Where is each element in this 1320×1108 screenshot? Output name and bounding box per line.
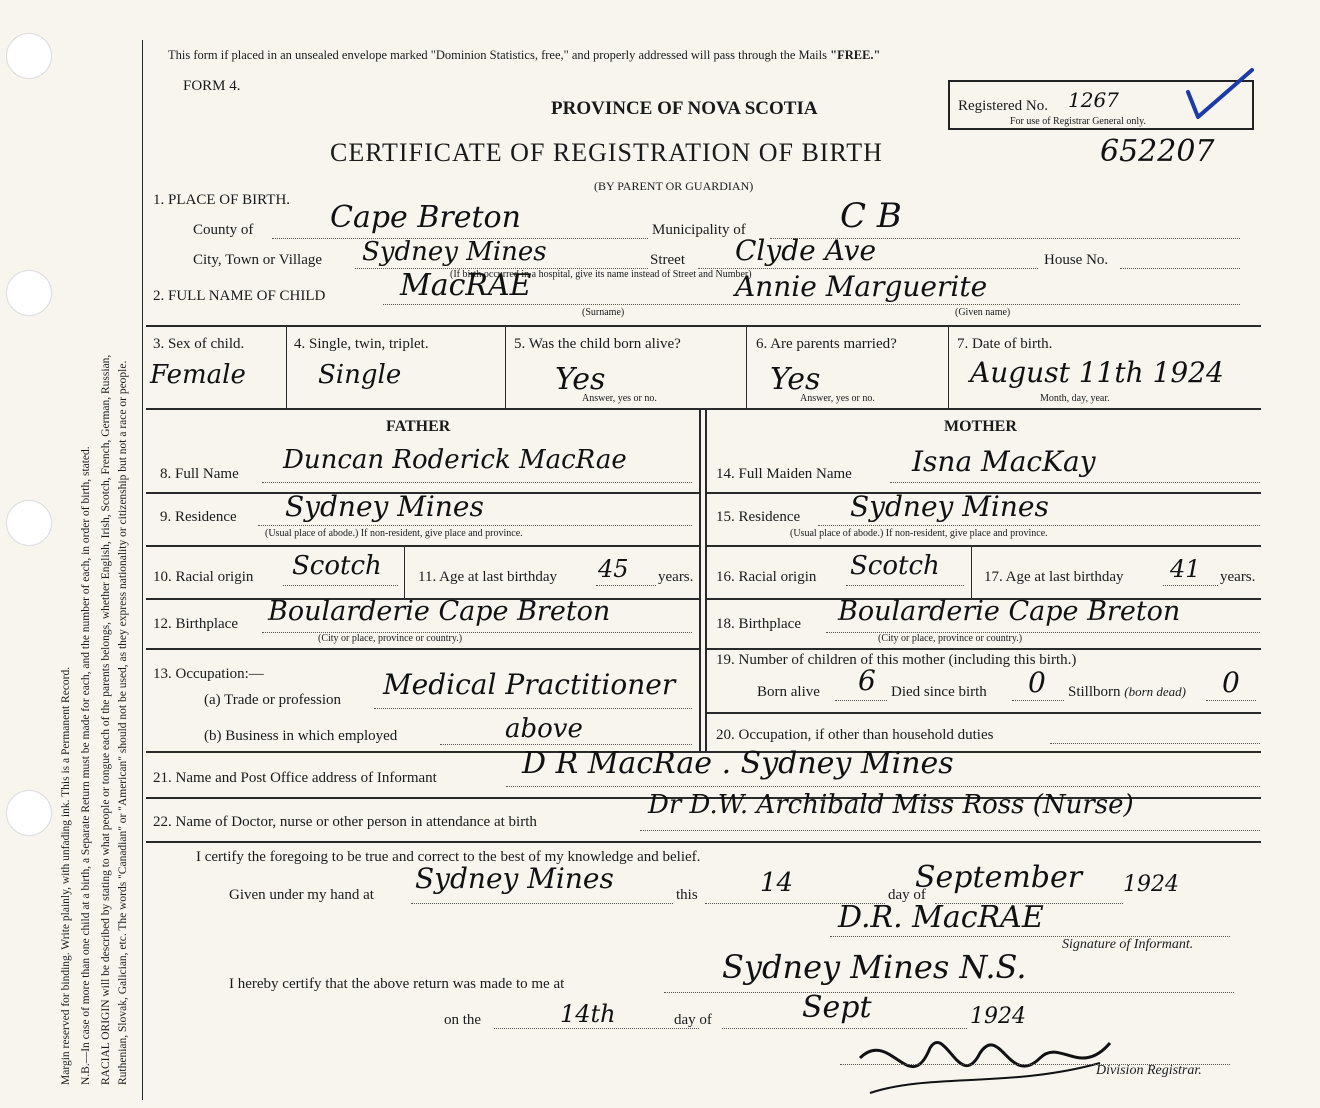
on-month-value: Sept: [802, 990, 872, 1025]
father-birthplace-value: Boularderie Cape Breton: [268, 596, 611, 627]
on-year-value: 1924: [970, 1004, 1026, 1029]
binding-hole: [6, 270, 52, 316]
hospital-note: (If birth occurred in a hospital, give its name instead of Street and Number): [450, 269, 752, 280]
registrar-use-note: For use of Registrar General only.: [1010, 116, 1146, 127]
stillborn-label: Stillborn (born dead): [1068, 684, 1187, 700]
certify-statement: I certify the foregoing to be true and correct to the best of my knowledge and belief.: [196, 849, 701, 865]
informant-value: D R MacRae . Sydney Mines: [522, 746, 954, 781]
date-note: Month, day, year.: [1040, 393, 1110, 404]
father-age-value: 45: [598, 555, 629, 583]
mother-residence-label: 15. Residence: [716, 509, 801, 525]
given-day-value: 14: [760, 868, 794, 898]
registered-label: Registered No.: [958, 98, 1048, 114]
sex-label: 3. Sex of child.: [153, 336, 245, 352]
parents-married-value: Yes: [770, 362, 821, 397]
certificate-number: 652207: [1100, 134, 1215, 169]
informant-label: 21. Name and Post Office address of Informant: [153, 770, 437, 786]
certificate-subtitle: (BY PARENT OR GUARDIAN): [594, 179, 754, 193]
mother-residence-value: Sydney Mines: [850, 490, 1049, 523]
died-since-birth-label: Died since birth: [891, 684, 987, 700]
abode-note: (Usual place of abode.) If non-resident, give place and province.: [265, 528, 523, 539]
father-residence-value: Sydney Mines: [285, 490, 484, 523]
this-label: this: [676, 887, 698, 903]
father-name-label: 8. Full Name: [160, 466, 239, 482]
binding-hole: [6, 33, 52, 79]
mother-racial-value: Scotch: [850, 551, 940, 581]
occupation-label: 13. Occupation:—: [153, 666, 264, 682]
return-made-label: I hereby certify that the above return was made to me at: [229, 976, 565, 992]
mother-age-label: 17. Age at last birthday: [984, 569, 1124, 585]
mother-occupation-label: 20. Occupation, if other than household duties: [716, 727, 994, 743]
mail-notice: This form if placed in an unsealed envelope marked "Dominion Statistics, free," and properly addressed will pass through the Mails "FREE.": [168, 48, 881, 62]
father-racial-label: 10. Racial origin: [153, 569, 254, 585]
mother-name-label: 14. Full Maiden Name: [716, 466, 852, 482]
mother-birthplace-label: 18. Birthplace: [716, 616, 801, 632]
city-or-place-note: (City or place, province or country.): [878, 633, 1023, 644]
margin-note-2: N.B.—In case of more than one child at a birth, a Separate Return must be made for each, and the number of each, in order of birth, stated.: [80, 446, 92, 1085]
abode-note: (Usual place of abode.) If non-resident, give place and province.: [790, 528, 1048, 539]
given-year-value: 1924: [1123, 872, 1179, 897]
check-mark-icon: [1180, 62, 1260, 124]
place-of-birth-label: 1. PLACE OF BIRTH.: [153, 192, 291, 208]
sex-value: Female: [150, 360, 246, 390]
stillborn-value: 0: [1222, 666, 1240, 699]
municipality-label: Municipality of: [652, 222, 746, 238]
certificate-title: CERTIFICATE OF REGISTRATION OF BIRTH: [330, 138, 883, 167]
informant-signature: D.R. MacRAE: [838, 900, 1044, 935]
father-racial-value: Scotch: [292, 551, 382, 581]
province-heading: PROVINCE OF NOVA SCOTIA: [551, 98, 818, 119]
answer-note: Answer, yes or no.: [582, 393, 657, 404]
given-month-value: September: [915, 860, 1083, 895]
street-label: Street: [650, 252, 685, 268]
child-given-name: Annie Marguerite: [735, 270, 988, 303]
born-alive-label: 5. Was the child born alive?: [514, 336, 681, 352]
born-alive-value: Yes: [555, 362, 606, 397]
on-day-value: 14th: [560, 1000, 616, 1028]
city-label: City, Town or Village: [193, 252, 323, 268]
binding-hole: [6, 500, 52, 546]
given-place-value: Sydney Mines: [415, 862, 614, 895]
margin-line: [142, 40, 143, 1100]
mother-racial-label: 16. Racial origin: [716, 569, 817, 585]
margin-note-1: Margin reserved for binding. Write plainly, with unfading ink. This is a Permanent Record.: [60, 666, 72, 1085]
child-name-label: 2. FULL NAME OF CHILD: [153, 288, 326, 304]
mother-birthplace-value: Boularderie Cape Breton: [838, 596, 1181, 627]
county-label: County of: [193, 222, 254, 238]
doctor-value: Dr D.W. Archibald Miss Ross (Nurse): [648, 790, 1134, 820]
binding-hole: [6, 790, 52, 836]
date-of-birth-value: August 11th 1924: [970, 356, 1224, 389]
county-value: Cape Breton: [330, 200, 521, 235]
given-under-hand-label: Given under my hand at: [229, 887, 374, 903]
day-of-label: day of: [888, 887, 926, 903]
parents-married-label: 6. Are parents married?: [756, 336, 897, 352]
trade-label: (a) Trade or profession: [204, 692, 342, 708]
plurality-value: Single: [318, 360, 402, 390]
form-number: FORM 4.: [183, 78, 241, 94]
street-value: Clyde Ave: [735, 234, 877, 267]
house-number-label: House No.: [1044, 252, 1109, 268]
mother-age-value: 41: [1170, 555, 1201, 583]
on-day-of-label: day of: [674, 1012, 712, 1028]
city-value: Sydney Mines: [362, 237, 547, 267]
signature-caption: Signature of Informant.: [1062, 937, 1194, 952]
children-count-label: 19. Number of children of this mother (including this birth.): [716, 652, 1077, 668]
answer-note: Answer, yes or no.: [800, 393, 875, 404]
born-alive-count: 6: [858, 664, 876, 697]
margin-note-3: RACIAL ORIGIN will be described by stating to what people or tongue each of the parents belongs, whether English, Irish, Scotch, French, German, Russian,: [100, 354, 112, 1085]
father-residence-label: 9. Residence: [160, 509, 237, 525]
doctor-label: 22. Name of Doctor, nurse or other person in attendance at birth: [153, 814, 537, 830]
given-name-note: (Given name): [955, 307, 1011, 318]
father-heading: FATHER: [386, 418, 451, 435]
died-since-birth-value: 0: [1028, 666, 1046, 699]
city-or-place-note: (City or place, province or country.): [318, 633, 463, 644]
father-years-label: years.: [658, 569, 694, 585]
date-of-birth-label: 7. Date of birth.: [957, 336, 1053, 352]
born-alive-count-label: Born alive: [757, 684, 820, 700]
father-name-value: Duncan Roderick MacRae: [283, 445, 627, 475]
mother-years-label: years.: [1220, 569, 1256, 585]
registered-value: 1267: [1068, 88, 1119, 112]
father-age-label: 11. Age at last birthday: [418, 569, 557, 585]
mother-heading: MOTHER: [944, 418, 1017, 435]
return-place-value: Sydney Mines N.S.: [722, 948, 1027, 986]
surname-note: (Surname): [582, 307, 625, 318]
margin-note-4: Ruthenian, Slovak, Galician, etc. The words "Canadian" or "American" should not be used, as they express nationality or citizenship but not a race or people.: [117, 360, 129, 1085]
business-label: (b) Business in which employed: [204, 728, 398, 744]
registrar-caption: Division Registrar.: [1096, 1063, 1202, 1078]
trade-value: Medical Practitioner: [383, 668, 676, 701]
mother-name-value: Isna MacKay: [912, 445, 1096, 478]
business-value: above: [505, 714, 583, 744]
registrar-signature: [850, 1018, 1130, 1108]
plurality-label: 4. Single, twin, triplet.: [294, 336, 429, 352]
child-surname: MacRAE: [400, 268, 532, 303]
on-the-label: on the: [444, 1012, 482, 1028]
municipality-value: C B: [840, 196, 902, 236]
father-birthplace-label: 12. Birthplace: [153, 616, 238, 632]
